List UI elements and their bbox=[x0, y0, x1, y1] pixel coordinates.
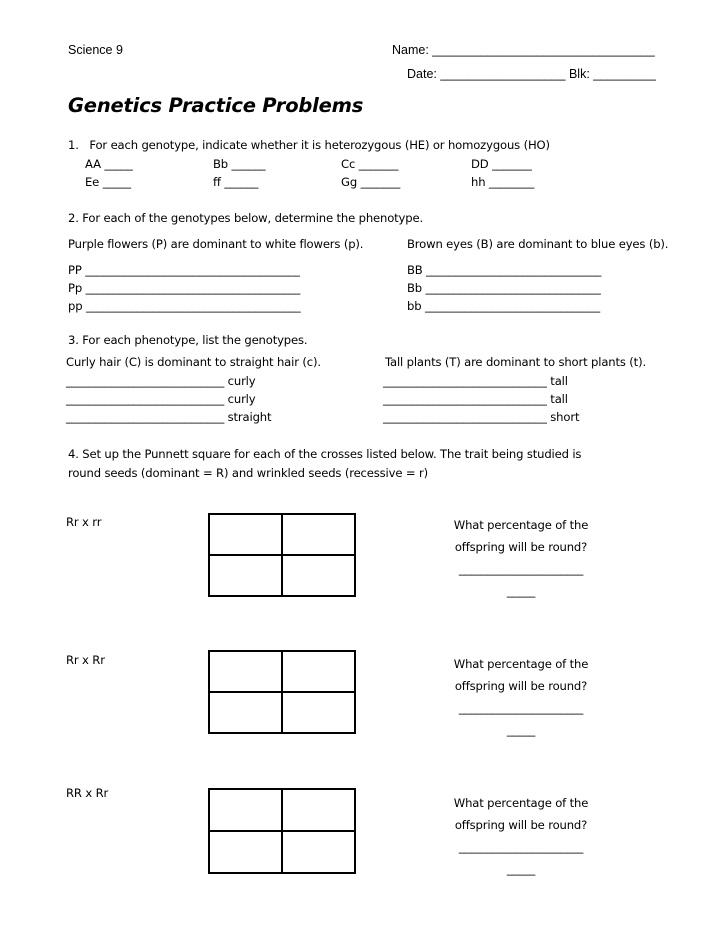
cross-3-label: RR x Rr bbox=[66, 786, 109, 800]
punnett-2-cell-br[interactable] bbox=[282, 692, 355, 733]
punnett-3-cell-bl[interactable] bbox=[209, 831, 282, 873]
q2-left-item-pp-dominant[interactable]: PP ______________________________________ bbox=[68, 263, 300, 277]
q3-right-item-1[interactable]: _____________________________ tall bbox=[383, 374, 568, 388]
q2-left-item-pp-hetero[interactable]: Pp ______________________________________ bbox=[68, 281, 301, 295]
q2-left-rule: Purple flowers (P) are dominant to white flowers (p). bbox=[68, 237, 364, 251]
q4-prompt-line2: round seeds (dominant = R) and wrinkled seeds (recessive = r) bbox=[68, 466, 428, 480]
q4-prompt-line1: 4. Set up the Punnett square for each of the crosses listed below. The trait being studied is bbox=[68, 447, 582, 461]
cross-3-answer-line[interactable]: ______________________ bbox=[458, 840, 584, 854]
q1-item-hh[interactable]: hh ________ bbox=[471, 175, 535, 189]
q3-right-item-3[interactable]: _____________________________ short bbox=[383, 410, 580, 424]
punnett-3-cell-br[interactable] bbox=[282, 831, 355, 873]
q2-right-rule: Brown eyes (B) are dominant to blue eyes (b). bbox=[407, 237, 669, 251]
cross-3-question-line2: offspring will be round? bbox=[454, 818, 588, 832]
punnett-square-1[interactable] bbox=[208, 513, 356, 597]
cross-2-answer-line[interactable]: ______________________ bbox=[458, 701, 584, 715]
cross-3-question bbox=[421, 792, 621, 880]
q2-right-item-bb-dominant[interactable]: BB _______________________________ bbox=[407, 263, 602, 277]
q3-left-item-2[interactable]: ____________________________ curly bbox=[66, 392, 256, 406]
cross-3-question-line1: What percentage of the bbox=[453, 796, 589, 810]
punnett-1-cell-bl[interactable] bbox=[209, 555, 282, 596]
q3-right-rule: Tall plants (T) are dominant to short plants (t). bbox=[385, 355, 646, 369]
cross-1-question-line1: What percentage of the bbox=[453, 518, 589, 532]
cross-1-answer-short[interactable]: _____ bbox=[506, 584, 536, 598]
cross-1-label: Rr x rr bbox=[66, 515, 102, 529]
q3-prompt: 3. For each phenotype, list the genotypes. bbox=[68, 333, 308, 347]
q3-left-item-3[interactable]: ____________________________ straight bbox=[66, 410, 272, 424]
q1-item-bb[interactable]: Bb ______ bbox=[213, 157, 266, 171]
punnett-1-cell-tr[interactable] bbox=[282, 514, 355, 555]
punnett-square-3[interactable] bbox=[208, 788, 356, 874]
class-label: Science 9 bbox=[68, 43, 123, 57]
q1-item-ee[interactable]: Ee _____ bbox=[85, 175, 131, 189]
q3-left-rule: Curly hair (C) is dominant to straight hair (c). bbox=[66, 355, 321, 369]
punnett-2-cell-tr[interactable] bbox=[282, 651, 355, 692]
cross-2-answer-short[interactable]: _____ bbox=[506, 723, 536, 737]
date-blk-field[interactable]: Date: __________________ Blk: _________ bbox=[407, 67, 656, 81]
q2-right-item-bb-recessive[interactable]: bb _______________________________ bbox=[407, 299, 601, 313]
q3-left-item-1[interactable]: ____________________________ curly bbox=[66, 374, 256, 388]
cross-2-question-line1: What percentage of the bbox=[453, 657, 589, 671]
cross-1-answer-line[interactable]: ______________________ bbox=[458, 562, 584, 576]
cross-2-label: Rr x Rr bbox=[66, 653, 105, 667]
cross-2-question bbox=[421, 653, 621, 741]
q1-item-ff[interactable]: ff ______ bbox=[213, 175, 259, 189]
punnett-2-cell-tl[interactable] bbox=[209, 651, 282, 692]
q2-left-item-pp-recessive[interactable]: pp ______________________________________ bbox=[68, 299, 301, 313]
punnett-1-cell-br[interactable] bbox=[282, 555, 355, 596]
punnett-square-2[interactable] bbox=[208, 650, 356, 734]
name-field[interactable]: Name: ________________________________ bbox=[392, 43, 655, 57]
q3-right-item-2[interactable]: _____________________________ tall bbox=[383, 392, 568, 406]
cross-2-question-line2: offspring will be round? bbox=[454, 679, 588, 693]
q1-item-gg[interactable]: Gg _______ bbox=[341, 175, 401, 189]
page-title: Genetics Practice Problems bbox=[68, 94, 364, 117]
punnett-1-cell-tl[interactable] bbox=[209, 514, 282, 555]
cross-1-question bbox=[421, 514, 621, 602]
q2-prompt: 2. For each of the genotypes below, determine the phenotype. bbox=[68, 211, 423, 225]
q1-prompt: 1. For each genotype, indicate whether it is heterozygous (HE) or homozygous (HO) bbox=[68, 138, 550, 152]
punnett-3-cell-tl[interactable] bbox=[209, 789, 282, 831]
punnett-3-cell-tr[interactable] bbox=[282, 789, 355, 831]
q2-right-item-bb-hetero[interactable]: Bb _______________________________ bbox=[407, 281, 601, 295]
cross-3-answer-short[interactable]: _____ bbox=[506, 862, 536, 876]
cross-1-question-line2: offspring will be round? bbox=[454, 540, 588, 554]
q1-item-aa[interactable]: AA _____ bbox=[85, 157, 133, 171]
q1-item-cc[interactable]: Cc _______ bbox=[341, 157, 399, 171]
punnett-2-cell-bl[interactable] bbox=[209, 692, 282, 733]
q1-item-dd[interactable]: DD _______ bbox=[471, 157, 532, 171]
